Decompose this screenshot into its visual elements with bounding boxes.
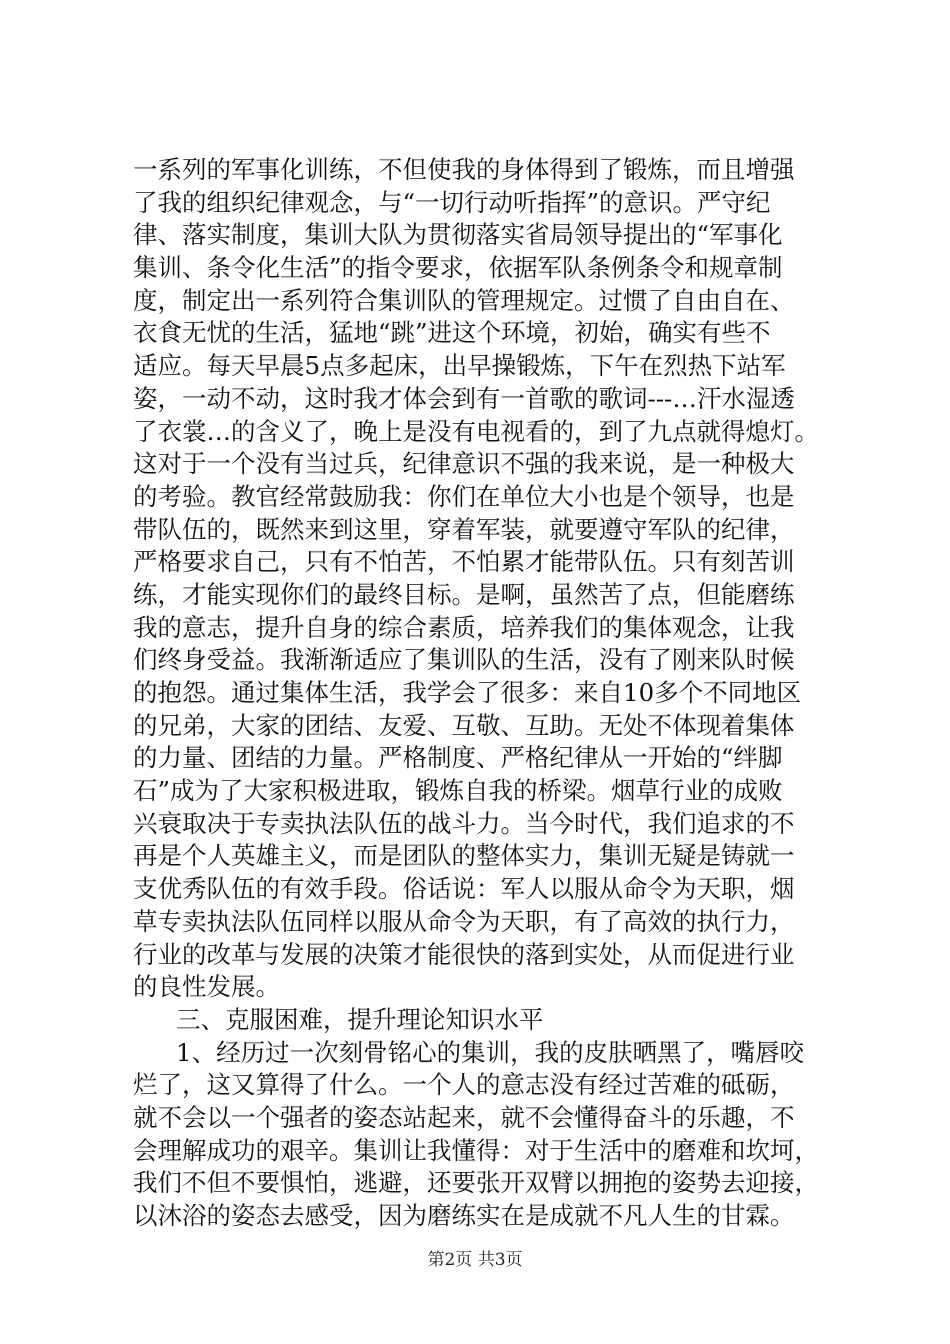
paragraph-2 bbox=[133, 1037, 833, 1233]
text-line: 1、经历过一次刻骨铭心的集训，我的皮肤晒黑了，嘴唇咬 bbox=[176, 1037, 805, 1067]
text-line: 的兄弟，大家的团结、友爱、互敬、互助。无处不体现着集体 bbox=[133, 710, 795, 740]
text-line: 会理解成功的艰辛。集训让我懂得：对于生活中的磨难和坎坷， bbox=[133, 1135, 819, 1165]
text-line: 以沐浴的姿态去感受，因为磨练实在是成就不凡人生的甘霖。 bbox=[133, 1201, 795, 1230]
text-line: 律、落实制度，集训大队为贯彻落实省局领导提出的“军事化 bbox=[133, 220, 783, 250]
text-line: 的良性发展。 bbox=[133, 972, 280, 1002]
text-line: 行业的改革与发展的决策才能很快的落到实处，从而促进行业 bbox=[133, 939, 795, 969]
text-line: 烂了，这又算得了什么。一个人的意志没有经过苦难的砥砺， bbox=[133, 1070, 795, 1100]
text-line: 衣食无忧的生活，猛地“跳”进这个环境，初始，确实有些不 bbox=[133, 318, 771, 348]
text-line: 就不会以一个强者的姿态站起来，就不会懂得奋斗的乐趣，不 bbox=[133, 1102, 795, 1132]
text-line: 适应。每天早晨5点多起床，出早操锻炼，下午在烈热下站军 bbox=[133, 351, 786, 381]
text-line: 再是个人英雄主义，而是团队的整体实力，集训无疑是铸就一 bbox=[133, 841, 795, 871]
text-line: 带队伍的，既然来到这里，穿着军装，就要遵守军队的纪律， bbox=[133, 514, 795, 544]
paragraph-1 bbox=[133, 154, 833, 1004]
text-line: 了我的组织纪律观念，与“一切行动听指挥”的意识。严守纪 bbox=[133, 187, 771, 217]
text-line: 姿，一动不动，这时我才体会到有一首歌的歌词---…汗水湿透 bbox=[133, 383, 795, 413]
text-line: 练，才能实现你们的最终目标。是啊，虽然苦了点，但能磨练 bbox=[133, 579, 795, 609]
text-line: 们终身受益。我渐渐适应了集训队的生活，没有了刚来队时候 bbox=[133, 645, 795, 675]
text-line: 兴衰取决于专卖执法队伍的战斗力。当今时代，我们追求的不 bbox=[133, 808, 795, 838]
text-line: 支优秀队伍的有效手段。俗话说：军人以服从命令为天职，烟 bbox=[133, 874, 795, 904]
text-line: 的抱怨。通过集体生活，我学会了很多：来自10多个不同地区 bbox=[133, 678, 802, 707]
text-line: 我们不但不要惧怕，逃避，还要张开双臂以拥抱的姿势去迎接， bbox=[133, 1168, 819, 1198]
text-line: 这对于一个没有当过兵，纪律意识不强的我来说，是一种极大 bbox=[133, 449, 795, 479]
text-line: 了衣裳…的含义了，晚上是没有电视看的，到了九点就得熄灯。 bbox=[133, 416, 819, 446]
section-heading: 三、克服困难，提升理论知识水平 bbox=[176, 1004, 544, 1034]
document-body bbox=[133, 154, 833, 1233]
text-line: 的力量、团结的力量。严格制度、严格纪律从一开始的“绊脚 bbox=[133, 743, 783, 773]
text-line: 一系列的军事化训练，不但使我的身体得到了锻炼，而且增强 bbox=[133, 155, 795, 184]
text-line: 度，制定出一系列符合集训队的管理规定。过惯了自由自在、 bbox=[133, 285, 795, 315]
text-line: 石”成为了大家积极进取，锻炼自我的桥梁。烟草行业的成败 bbox=[133, 776, 783, 806]
text-line: 我的意志，提升自身的综合素质，培养我们的集体观念，让我 bbox=[133, 612, 795, 642]
text-line: 草专卖执法队伍同样以服从命令为天职，有了高效的执行力， bbox=[133, 906, 795, 936]
text-line: 集训、条令化生活”的指令要求，依据军队条例条令和规章制 bbox=[133, 253, 783, 283]
text-line: 严格要求自己，只有不怕苦，不怕累才能带队伍。只有刻苦训 bbox=[133, 547, 795, 577]
text-line: 的考验。教官经常鼓励我：你们在单位大小也是个领导，也是 bbox=[133, 481, 795, 511]
page-number-footer: 第2页 共3页 bbox=[427, 1250, 523, 1270]
